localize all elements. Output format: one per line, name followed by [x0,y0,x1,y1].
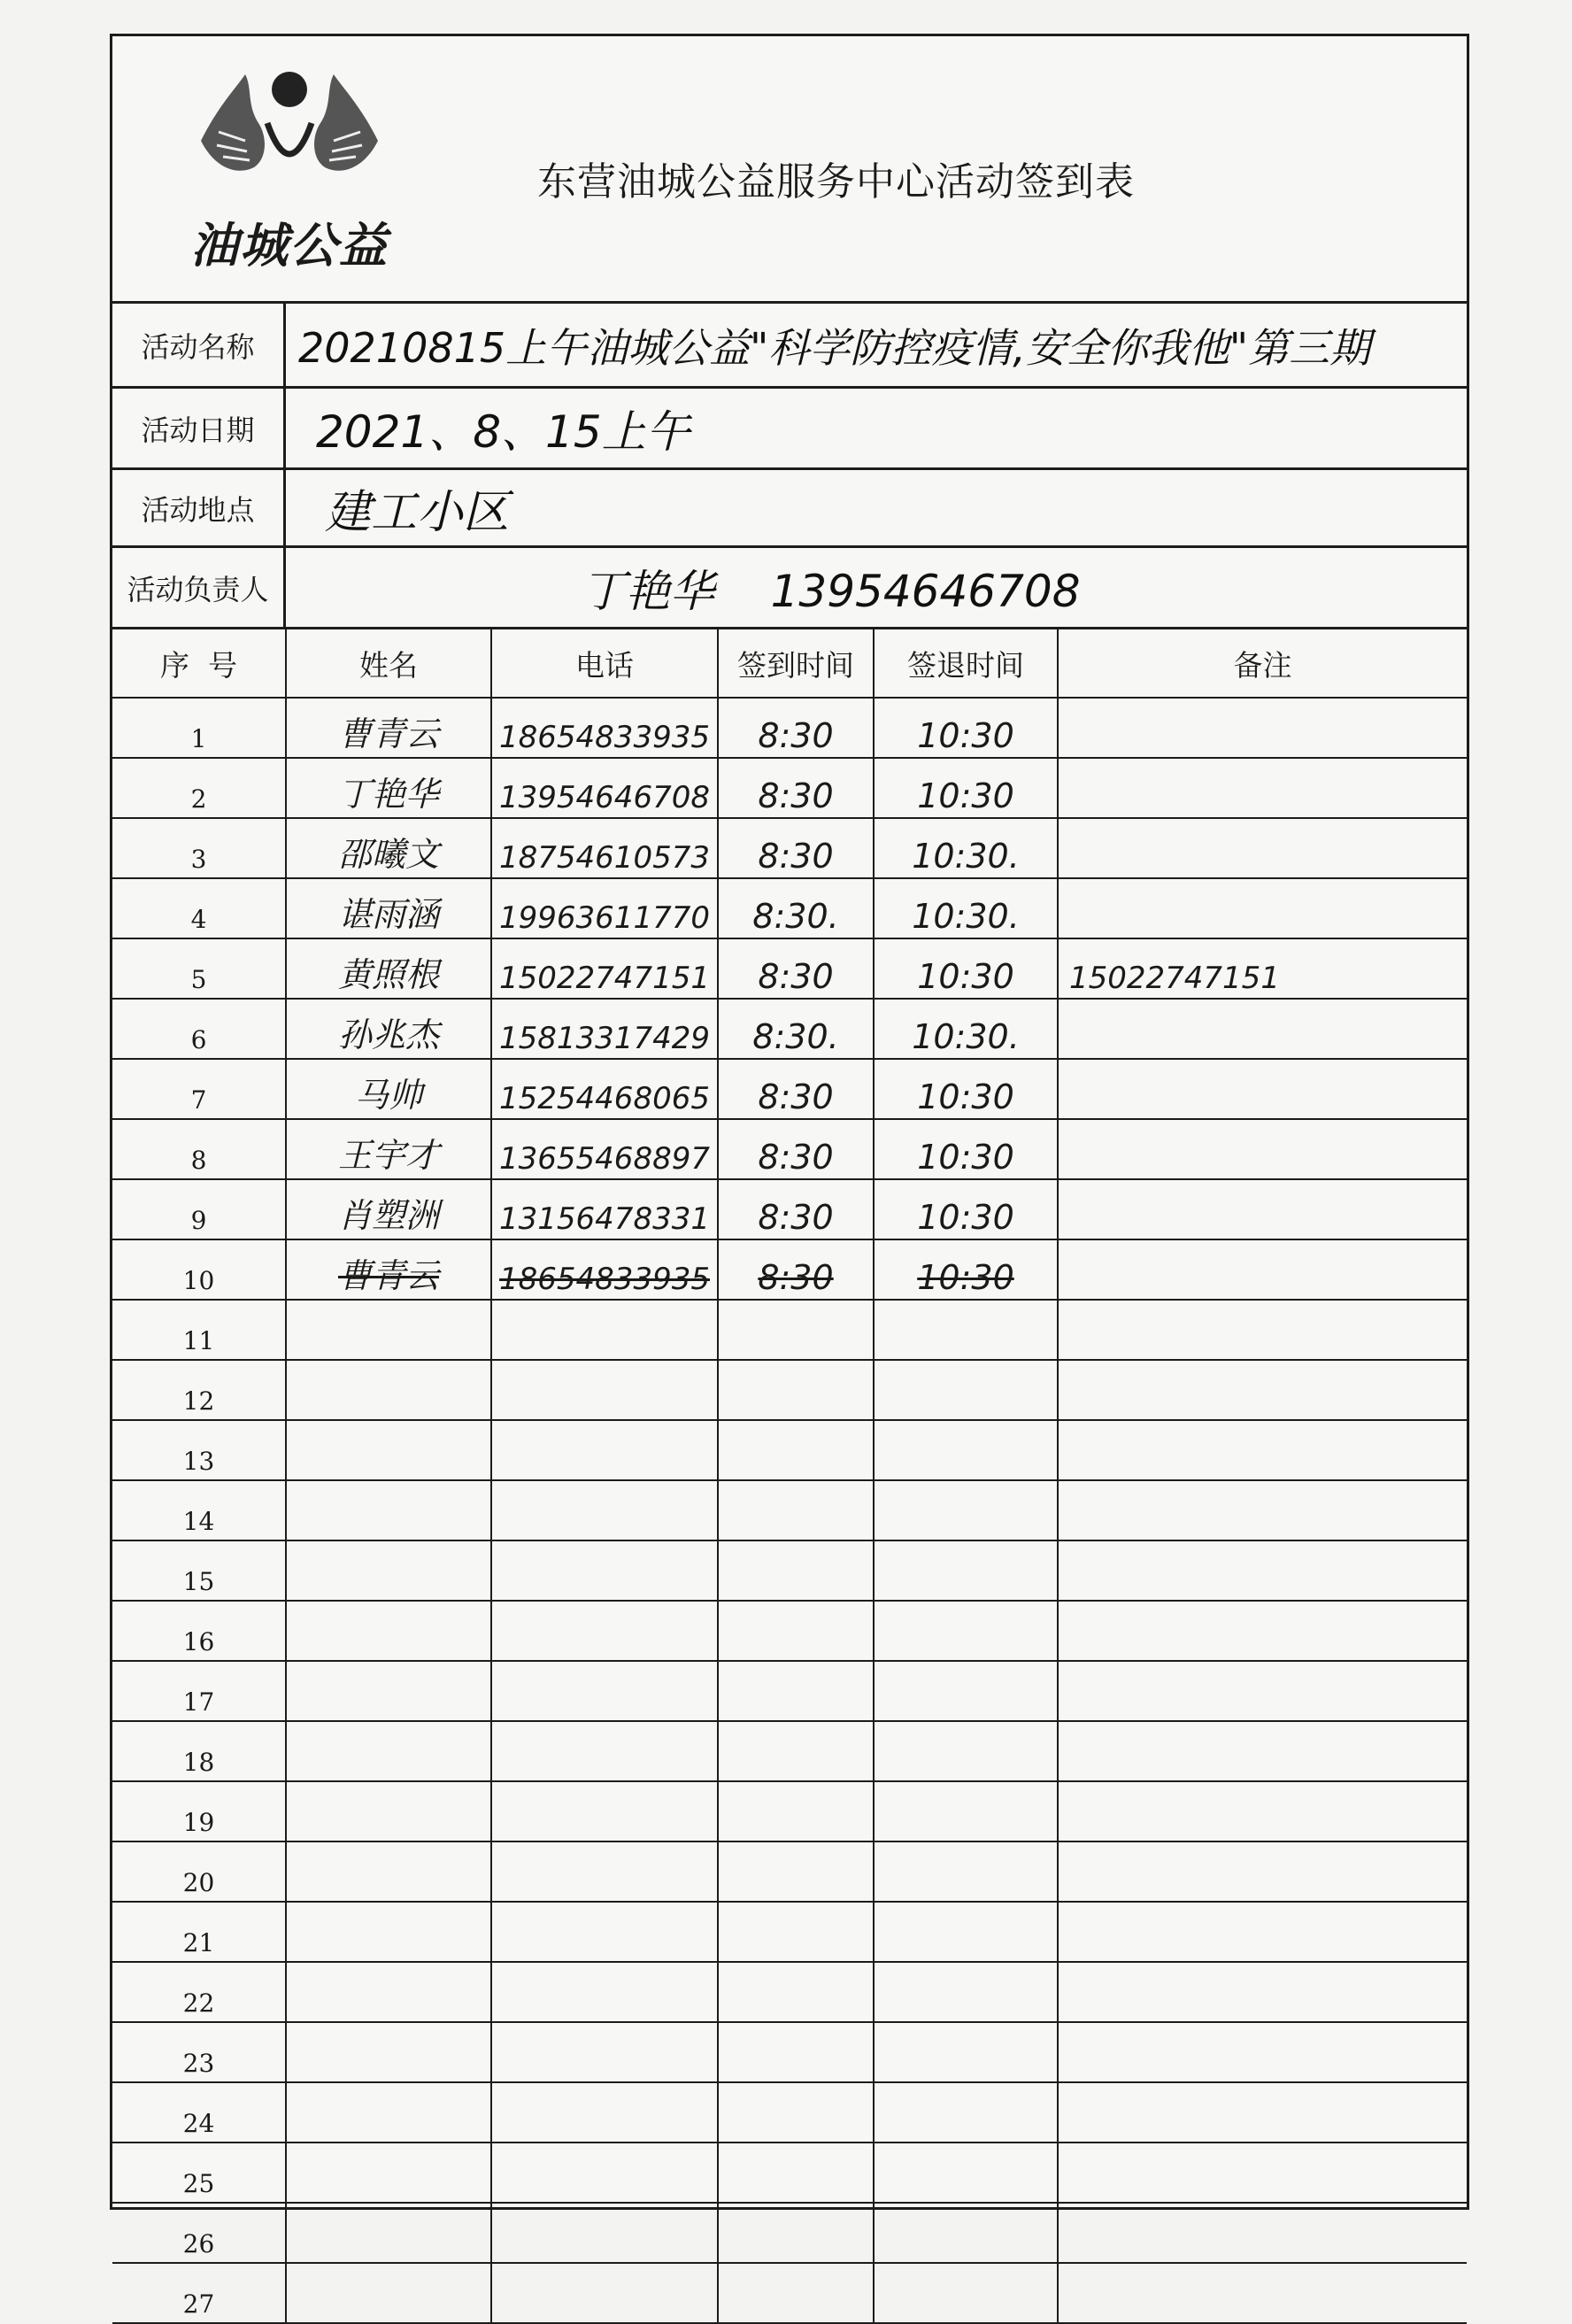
leader-label: 活动负责人 [112,548,286,627]
col-header-sign-in-time: 签到时间 [718,629,874,698]
note-cell [1058,2203,1467,2263]
phone-cell [491,1962,718,2022]
name-cell [286,1420,491,1480]
table-row [112,1601,1467,1661]
sign-in-time-cell [718,1480,874,1540]
note-cell [1058,1841,1467,1902]
table-header-row [112,629,1467,698]
sign-out-time-cell [874,1902,1058,1962]
sign-in-time-cell: 8:30. [718,878,874,938]
col-header-sign-out-time: 签退时间 [874,629,1058,698]
phone-cell: 13954646708 [491,758,718,818]
seq-cell: 22 [112,1962,286,2022]
sign-in-time-cell [718,1300,874,1360]
name-cell [286,2082,491,2143]
sign-out-time-cell: 10:30 [874,758,1058,818]
sign-in-time-cell [718,1540,874,1601]
sign-in-time-cell: 8:30 [718,1059,874,1119]
table-row [112,1239,1467,1300]
activity-name-value: 20210815上午油城公益"科学防控疫情,安全你我他"第三期 [298,323,1371,372]
sign-in-table [112,629,1467,2324]
note-cell [1058,1601,1467,1661]
table-row [112,2082,1467,2143]
table-row [112,2022,1467,2082]
note-cell [1058,818,1467,878]
name-cell: 孙兆杰 [286,999,491,1059]
name-cell: 马帅 [286,1059,491,1119]
seq-cell: 19 [112,1781,286,1841]
sheet-header [112,36,1467,304]
logo-text: 油城公益 [190,218,389,274]
logo [183,52,396,274]
note-cell [1058,878,1467,938]
note-cell [1058,2022,1467,2082]
sign-in-time-cell [718,2143,874,2203]
table-row [112,1902,1467,1962]
seq-cell: 15 [112,1540,286,1601]
name-cell: 曹青云 [286,698,491,758]
sign-in-time-cell [718,1841,874,1902]
seq-cell: 26 [112,2203,286,2263]
name-cell: 丁艳华 [286,758,491,818]
name-cell [286,1300,491,1360]
table-row [112,2143,1467,2203]
sign-in-time-cell: 8:30 [718,1119,874,1179]
phone-cell: 18754610573 [491,818,718,878]
note-cell [1058,1540,1467,1601]
phone-cell [491,1540,718,1601]
note-cell [1058,1300,1467,1360]
seq-cell: 23 [112,2022,286,2082]
name-cell [286,2263,491,2323]
sign-out-time-cell: 10:30 [874,1059,1058,1119]
sign-out-time-cell [874,1300,1058,1360]
sign-in-time-cell: 8:30 [718,938,874,999]
col-header-phone: 电话 [491,629,718,698]
table-row [112,999,1467,1059]
table-row [112,698,1467,758]
name-cell [286,1601,491,1661]
phone-cell: 13156478331 [491,1179,718,1239]
phone-cell [491,1420,718,1480]
seq-cell: 20 [112,1841,286,1902]
phone-cell: 15813317429 [491,999,718,1059]
phone-cell: 13655468897 [491,1119,718,1179]
sign-in-time-cell: 8:30. [718,999,874,1059]
note-cell: 15022747151 [1058,938,1467,999]
phone-cell [491,1661,718,1721]
name-cell [286,1781,491,1841]
table-row [112,1841,1467,1902]
table-row [112,1721,1467,1781]
seq-cell: 3 [112,818,286,878]
leader-row [112,548,1467,629]
seq-cell: 11 [112,1300,286,1360]
seq-cell: 24 [112,2082,286,2143]
name-cell: 王宇才 [286,1119,491,1179]
sign-out-time-cell: 10:30. [874,999,1058,1059]
sign-out-time-cell [874,1721,1058,1781]
sign-in-time-cell: 8:30 [718,818,874,878]
note-cell [1058,758,1467,818]
activity-date-value: 2021、8、15上午 [316,405,690,458]
sign-out-time-cell: 10:30 [874,1179,1058,1239]
col-header-name: 姓名 [286,629,491,698]
name-cell [286,1360,491,1420]
sign-out-time-cell: 10:30 [874,698,1058,758]
name-cell [286,1962,491,2022]
sign-out-time-cell [874,2263,1058,2323]
name-cell: 肖塑洲 [286,1179,491,1239]
name-cell: 曹青云 [286,1239,491,1300]
phone-cell [491,2203,718,2263]
note-cell [1058,1480,1467,1540]
phone-cell [491,1300,718,1360]
note-cell [1058,1119,1467,1179]
sign-out-time-cell [874,1420,1058,1480]
sign-in-sheet [110,34,1469,2319]
seq-cell: 10 [112,1239,286,1300]
table-row [112,1119,1467,1179]
note-cell [1058,2082,1467,2143]
sign-out-time-cell [874,1781,1058,1841]
table-row [112,1480,1467,1540]
page-title: 东营油城公益服务中心活动签到表 [537,159,1135,205]
sign-out-time-cell [874,1480,1058,1540]
sign-out-time-cell: 10:30 [874,938,1058,999]
name-cell [286,1721,491,1781]
sign-in-time-cell [718,1601,874,1661]
sign-in-time-cell: 8:30 [718,698,874,758]
thumbs-up-logo-icon [183,52,396,212]
activity-date-row [112,389,1467,470]
phone-cell [491,1781,718,1841]
table-row [112,758,1467,818]
sign-in-time-cell: 8:30 [718,1239,874,1300]
note-cell [1058,1902,1467,1962]
sign-out-time-cell [874,1540,1058,1601]
table-row [112,1962,1467,2022]
note-cell [1058,1721,1467,1781]
activity-name-label: 活动名称 [112,304,286,386]
phone-cell [491,2082,718,2143]
table-row [112,1300,1467,1360]
table-row [112,878,1467,938]
name-cell: 黄照根 [286,938,491,999]
name-cell [286,1480,491,1540]
table-row [112,2203,1467,2263]
seq-cell: 17 [112,1661,286,1721]
sign-in-time-cell: 8:30 [718,758,874,818]
sign-out-time-cell [874,1841,1058,1902]
note-cell [1058,1661,1467,1721]
table-row [112,1179,1467,1239]
sign-in-time-cell [718,2263,874,2323]
name-cell [286,2203,491,2263]
col-header-note: 备注 [1058,629,1467,698]
activity-name-row [112,304,1467,389]
sign-in-time-cell [718,2082,874,2143]
sign-out-time-cell [874,1661,1058,1721]
seq-cell: 8 [112,1119,286,1179]
seq-cell: 12 [112,1360,286,1420]
name-cell [286,2143,491,2203]
phone-cell: 18654833935 [491,698,718,758]
seq-cell: 7 [112,1059,286,1119]
sign-out-time-cell [874,2203,1058,2263]
table-row [112,1540,1467,1601]
sign-in-time-cell [718,1721,874,1781]
col-header-seq: 序 号 [112,629,286,698]
sign-out-time-cell: 10:30. [874,878,1058,938]
leader-value: 丁艳华 13954646708 [582,565,1081,617]
phone-cell [491,1721,718,1781]
note-cell [1058,2263,1467,2323]
sign-out-time-cell: 10:30 [874,1119,1058,1179]
note-cell [1058,2143,1467,2203]
name-cell [286,1902,491,1962]
seq-cell: 16 [112,1601,286,1661]
sign-in-time-cell [718,1360,874,1420]
sign-in-time-cell [718,2022,874,2082]
sign-in-time-cell [718,1781,874,1841]
note-cell [1058,1179,1467,1239]
seq-cell: 6 [112,999,286,1059]
phone-cell [491,2263,718,2323]
table-row [112,818,1467,878]
name-cell: 邵曦文 [286,818,491,878]
note-cell [1058,698,1467,758]
phone-cell [491,2022,718,2082]
phone-cell: 15254468065 [491,1059,718,1119]
phone-cell: 15022747151 [491,938,718,999]
sign-out-time-cell [874,2143,1058,2203]
seq-cell: 13 [112,1420,286,1480]
note-cell [1058,1360,1467,1420]
sign-out-time-cell [874,1601,1058,1661]
sign-out-time-cell [874,1962,1058,2022]
table-row [112,938,1467,999]
phone-cell [491,1360,718,1420]
activity-place-row [112,470,1467,548]
seq-cell: 5 [112,938,286,999]
sign-in-time-cell [718,2203,874,2263]
sign-in-time-cell [718,1661,874,1721]
note-cell [1058,999,1467,1059]
name-cell [286,1540,491,1601]
name-cell: 谌雨涵 [286,878,491,938]
name-cell [286,2022,491,2082]
note-cell [1058,1239,1467,1300]
seq-cell: 9 [112,1179,286,1239]
sign-in-time-cell [718,1962,874,2022]
note-cell [1058,1962,1467,2022]
sign-out-time-cell [874,2082,1058,2143]
seq-cell: 4 [112,878,286,938]
table-row [112,1059,1467,1119]
seq-cell: 14 [112,1480,286,1540]
phone-cell [491,2143,718,2203]
name-cell [286,1841,491,1902]
name-cell [286,1661,491,1721]
seq-cell: 1 [112,698,286,758]
note-cell [1058,1781,1467,1841]
sign-out-time-cell [874,2022,1058,2082]
phone-cell [491,1480,718,1540]
seq-cell: 2 [112,758,286,818]
seq-cell: 25 [112,2143,286,2203]
table-row [112,1661,1467,1721]
phone-cell: 18654833935 [491,1239,718,1300]
sign-in-time-cell: 8:30 [718,1179,874,1239]
activity-place-label: 活动地点 [112,470,286,545]
phone-cell [491,1601,718,1661]
table-row [112,1420,1467,1480]
sign-out-time-cell [874,1360,1058,1420]
activity-date-label: 活动日期 [112,389,286,467]
activity-place-value: 建工小区 [325,486,510,539]
seq-cell: 27 [112,2263,286,2323]
sign-in-time-cell [718,1902,874,1962]
sign-out-time-cell: 10:30 [874,1239,1058,1300]
table-row [112,2263,1467,2323]
note-cell [1058,1420,1467,1480]
phone-cell: 19963611770 [491,878,718,938]
table-row [112,1360,1467,1420]
seq-cell: 18 [112,1721,286,1781]
sign-in-time-cell [718,1420,874,1480]
phone-cell [491,1841,718,1902]
sign-out-time-cell: 10:30. [874,818,1058,878]
note-cell [1058,1059,1467,1119]
seq-cell: 21 [112,1902,286,1962]
table-row [112,1781,1467,1841]
phone-cell [491,1902,718,1962]
